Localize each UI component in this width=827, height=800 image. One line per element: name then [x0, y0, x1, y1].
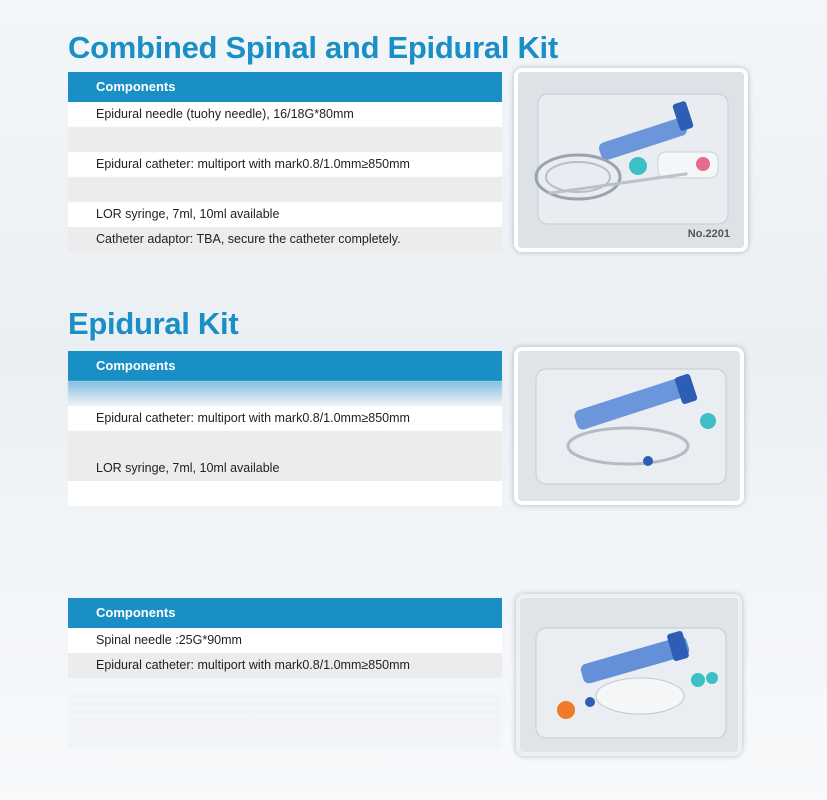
kit-illustration-icon	[520, 598, 738, 752]
table-row: Epidural catheter: multiport with mark0.8/1.0mm≥850mm	[68, 406, 502, 431]
components-table-1	[68, 72, 502, 252]
kit-illustration-icon	[518, 72, 744, 248]
table-row: Spinal needle :25G*90mm	[68, 628, 502, 653]
table-row	[68, 431, 502, 456]
components-table-2	[68, 351, 502, 506]
table-row: Epidural catheter: multiport with mark0.8/1.0mm≥850mm	[68, 653, 502, 678]
table-row: LOR syringe, 7ml, 10ml available	[68, 202, 502, 227]
components-table-3	[68, 598, 502, 678]
faded-rows	[68, 690, 502, 750]
product-number-label: No.2201	[687, 228, 730, 240]
section-2-title: Epidural Kit	[68, 306, 239, 341]
table-row	[68, 381, 502, 406]
section-1-title: Combined Spinal and Epidural Kit	[68, 30, 558, 65]
kit-photo-epidural	[514, 347, 744, 505]
table-header: Components	[68, 598, 502, 628]
table-header: Components	[68, 351, 502, 381]
table-row: Catheter adaptor: TBA, secure the catheter completely.	[68, 227, 502, 252]
table-row: LOR syringe, 7ml, 10ml available	[68, 456, 502, 481]
kit-illustration-icon	[518, 351, 740, 501]
table-row	[68, 127, 502, 152]
table-row	[68, 177, 502, 202]
table-row: Epidural catheter: multiport with mark0.8/1.0mm≥850mm	[68, 152, 502, 177]
table-row	[68, 481, 502, 506]
table-row: Epidural needle (tuohy needle), 16/18G*80mm	[68, 102, 502, 127]
kit-photo-spinal	[516, 594, 742, 756]
kit-photo-2201	[514, 68, 748, 252]
table-header: Components	[68, 72, 502, 102]
